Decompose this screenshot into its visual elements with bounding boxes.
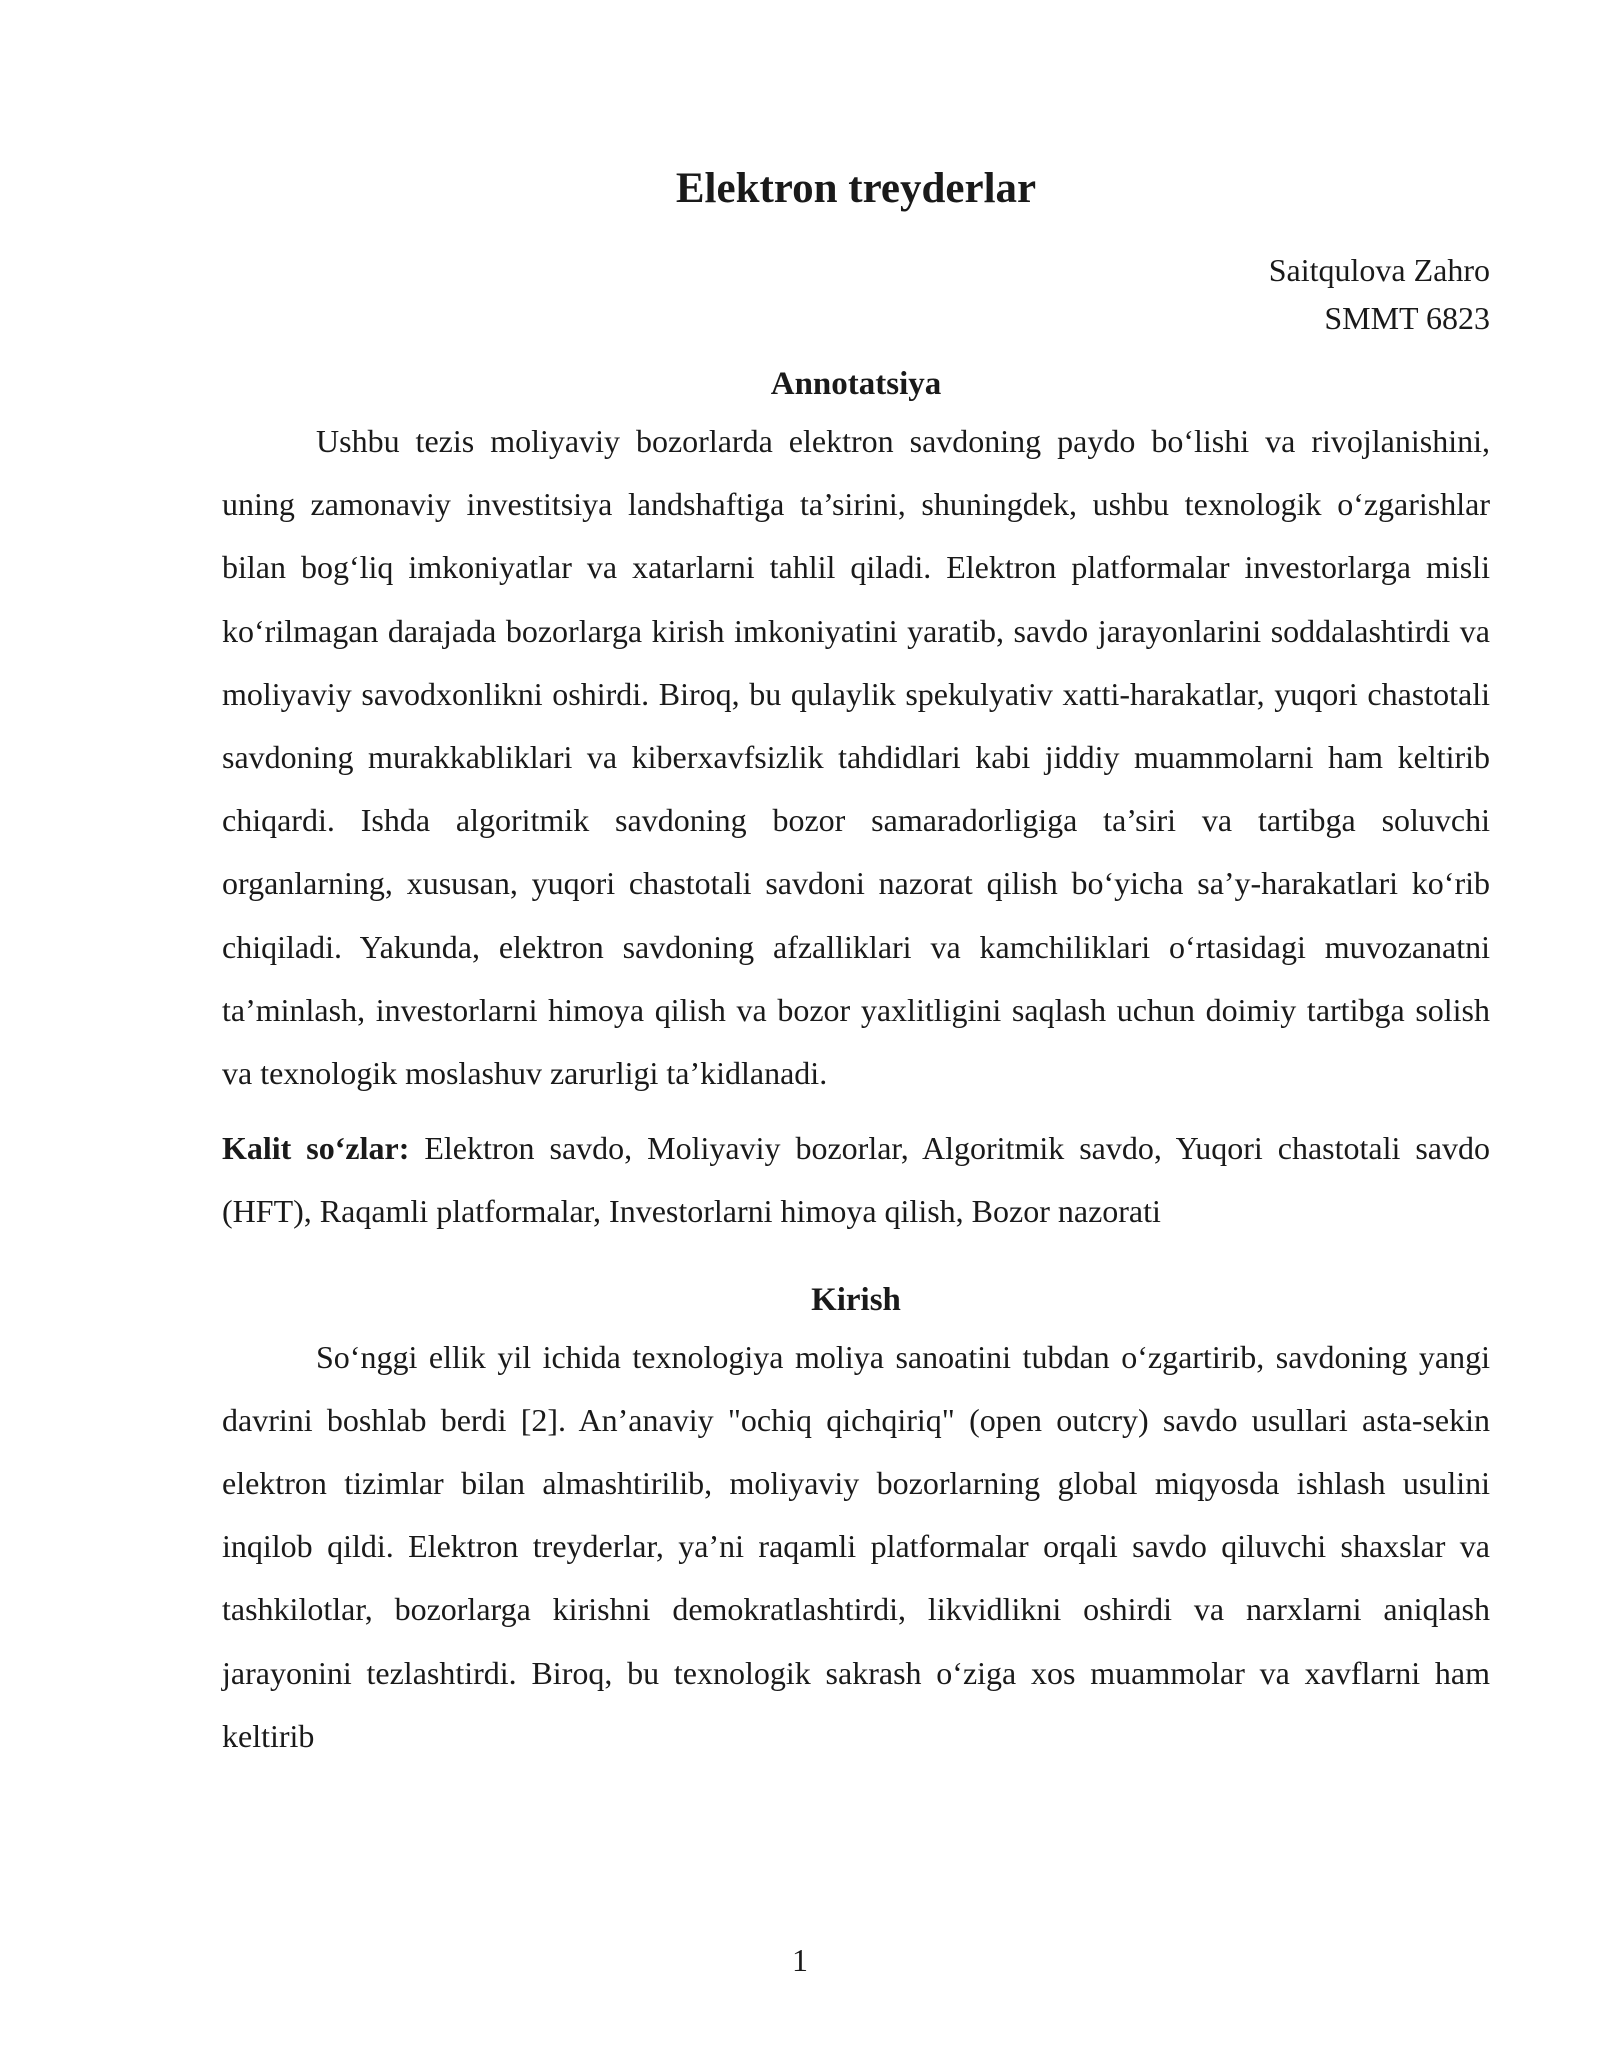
abstract-heading: Annotatsiya — [770, 366, 942, 402]
page-number: 1 — [792, 1942, 808, 1978]
document-title: Elektron treyderlar — [675, 165, 1037, 212]
abstract-paragraph: Ushbu tezis moliyaviy bozorlarda elektron savdoning paydo bo‘lishi va rivojlanishini, uning zamonaviy investitsiya landshaftiga ta’sirini, shuningdek, ushbu texnologik o‘zgarishlar bilan bog‘liq imkoniyatlar va xatarlarni tahlil qiladi. Elektron platformalar investorlarga misli ko‘rilmagan darajada bozorlarga kirish imkoniyatini yaratib, savdo jarayonlarini soddalashtirdi va moliyaviy savodxonlikni oshirdi. Biroq, bu qulaylik spekulyativ xatti-harakatlar, yuqori chastotali savdoning murakkabliklari va kiberxavfsizlik tahdidlari kabi jiddiy muammolarni ham keltirib chiqardi. Ishda algoritmik savdoning bozor samaradorligiga ta’siri va tartibga soluvchi organlarning, xususan, yuqori chastotali savdoni nazorat qilish bo‘yicha sa’y-harakatlari ko‘rib chiqiladi. Yakunda, elektron savdoning afzalliklari va kamchiliklari o‘rtasidagi muvozanatni ta’minlash, investorlarni himoya qilish va bozor yaxlitligini saqlash uchun doimiy tartibga solish va texnologik moslashuv zarurligi ta’kidlanadi. — [222, 423, 1490, 1092]
author-block — [222, 246, 1490, 342]
author-name: Saitqulova Zahro — [1268, 252, 1490, 288]
introduction-paragraph: So‘nggi ellik yil ichida texnologiya moliya sanoatini tubdan o‘zgartirib, savdoning yangi davrini boshlab berdi [2]. An’anaviy "ochiq qichqiriq" (open outcry) savdo usullari asta-sekin elektron tizimlar bilan almashtirilib, moliyaviy bozorlarning global miqyosda ishlash usulini inqilob qildi. Elektron treyderlar, ya’ni raqamli platformalar orqali savdo qiluvchi shaxslar va tashkilotlar, bozorlarga kirishni demokratlashtirdi, likvidlikni oshirdi va narxlarni aniqlash jarayonini tezlashtirdi. Biroq, bu texnologik sakrash o‘ziga xos muammolar va xavflarni ham keltirib — [222, 1338, 1490, 1754]
keywords-paragraph — [222, 1117, 1490, 1243]
introduction-heading: Kirish — [811, 1281, 901, 1318]
keywords-label: Kalit so‘zlar: — [222, 1130, 410, 1167]
keywords-text: Elektron savdo, Moliyaviy bozorlar, Algoritmik savdo, Yuqori chastotali savdo (HFT), Raqamli platformalar, Investorlarni himoya qilish, Bozor nazorati — [222, 1130, 1491, 1230]
document-page — [222, 160, 1490, 1768]
author-group: SMMT 6823 — [1324, 300, 1490, 336]
